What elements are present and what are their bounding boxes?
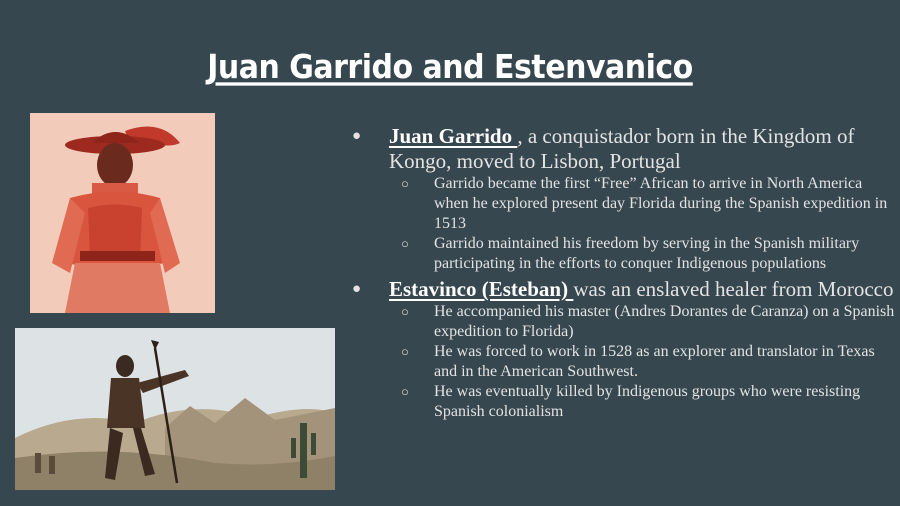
bullet-lead-link[interactable]: Estavinco (Esteban) [389, 277, 574, 301]
bullet-lead-link[interactable]: Juan Garrido [389, 124, 518, 148]
sub-bullet: ○ He was eventually killed by Indigenous groups who were resisting Spanish colonialism [434, 382, 897, 422]
sub-bullet: ○ Garrido maintained his freedom by serving in the Spanish military participating in the efforts to conquer Indigenous populations [434, 234, 897, 274]
explorer-landscape-image [15, 328, 335, 490]
sub-bullet-list [389, 302, 897, 422]
sub-bullet: ○ Garrido became the first “Free” African to arrive in North America when he explored present day Florida during the Spanish expedition in 1513 [434, 174, 897, 234]
sub-bullet: ○ He accompanied his master (Andres Dorantes de Caranza) on a Spanish expedition to Florida) [434, 302, 897, 342]
bullet-text: , a conquistador born in the Kingdom of Kongo, moved to Lisbon, Portugal [389, 124, 855, 173]
bullet-list [352, 124, 897, 422]
conquistador-portrait-image [30, 113, 215, 313]
bullet-esteban [352, 277, 897, 422]
bullet-juan-garrido [352, 124, 897, 274]
slide-title: Juan Garrido and Estenvanico [207, 48, 693, 87]
bullet-text: was an enslaved healer from Morocco [573, 277, 894, 301]
sub-bullet: ○ He was forced to work in 1528 as an explorer and translator in Texas and in the American Southwest. [434, 342, 897, 382]
sub-bullet-list [389, 174, 897, 274]
